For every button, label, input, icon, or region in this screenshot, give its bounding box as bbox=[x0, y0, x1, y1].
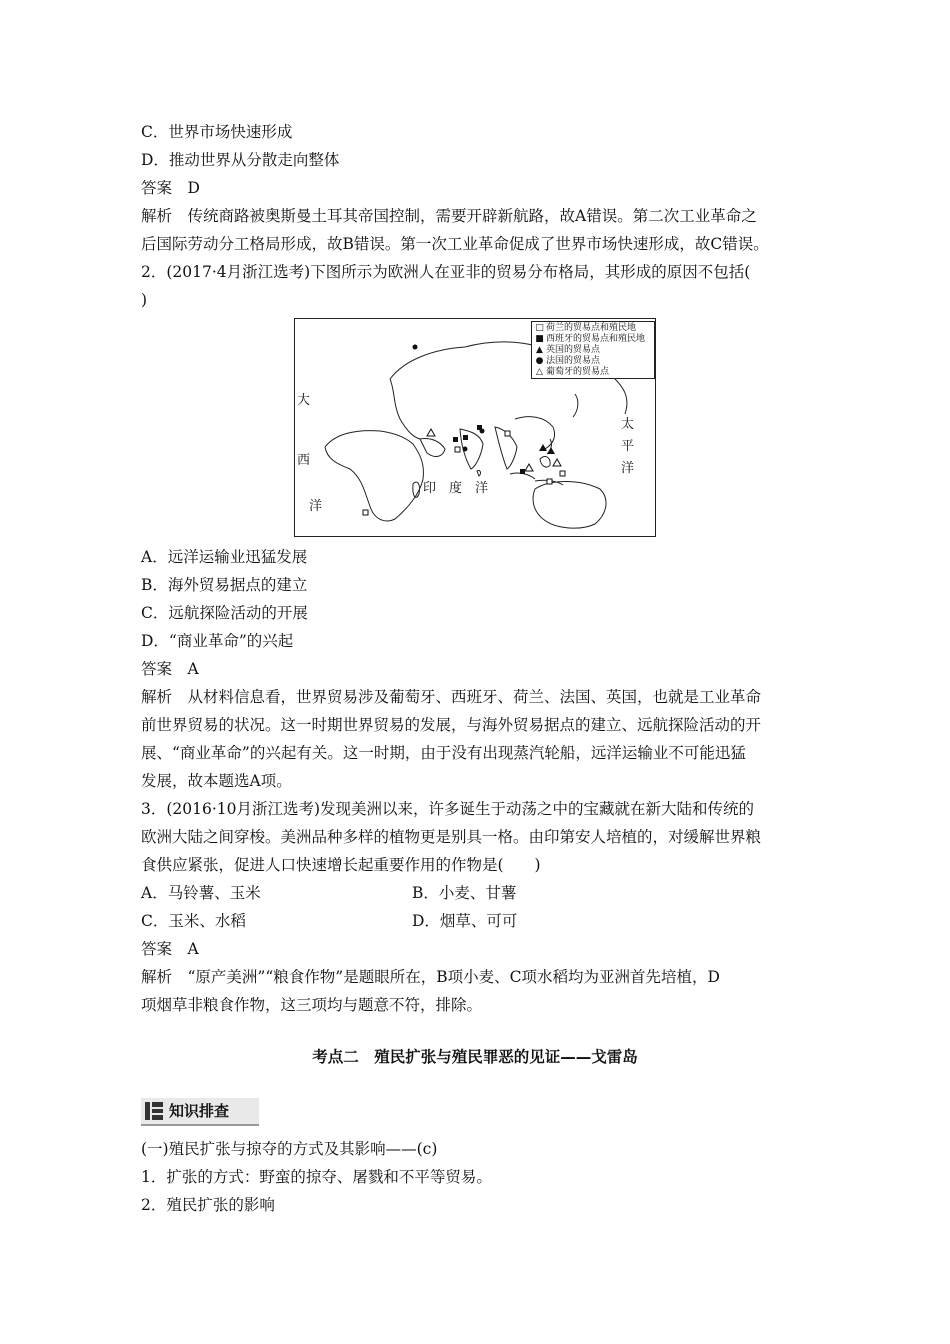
q3-analysis-line: 项烟草非粮食作物，这三项均与题意不符，排除。 bbox=[141, 996, 483, 1014]
french-point-marker bbox=[413, 345, 418, 350]
map-legend bbox=[531, 321, 655, 379]
q3-analysis-line: 解析 “原产美洲”“粮食作物”是题眼所在，B项小麦、C项水稻均为亚洲首先培植，D bbox=[141, 968, 720, 986]
dutch-point-marker bbox=[455, 447, 460, 452]
list-icon bbox=[145, 1102, 163, 1120]
map-label-pacific: 洋 bbox=[621, 461, 635, 476]
q3-option-d: D．烟草、可可 bbox=[412, 912, 518, 930]
map-label-indian-ocean: 印 度 洋 bbox=[423, 481, 489, 496]
legend-item bbox=[535, 367, 609, 378]
legend-item bbox=[535, 334, 645, 345]
dutch-point-marker bbox=[560, 471, 565, 476]
banner-label: 知识排查 bbox=[169, 1102, 230, 1120]
q2-analysis-line: 发展，故本题选A项。 bbox=[141, 772, 292, 790]
square-outline-icon: □ bbox=[535, 323, 544, 333]
legend-item bbox=[535, 356, 600, 367]
australia-outline bbox=[533, 482, 606, 529]
triangle-outline-icon: △ bbox=[536, 367, 543, 377]
legend-label: 法国的贸易点 bbox=[546, 356, 601, 366]
spanish-point-marker bbox=[463, 435, 468, 440]
french-point-marker bbox=[463, 447, 468, 452]
list-item: 1．扩张的方式：野蛮的掠夺、屠戮和不平等贸易。 bbox=[141, 1168, 492, 1186]
q2-stem-line: ) bbox=[141, 291, 148, 309]
q3-stem-line: 3．(2016·10月浙江选考)发现美洲以来，许多诞生于动荡之中的宝藏就在新大陆和传统的 bbox=[141, 800, 755, 818]
section-title: 考点二 殖民扩张与殖民罪恶的见证——戈雷岛 bbox=[312, 1048, 638, 1066]
q2-analysis-line: 前世界贸易的状况。这一时期世界贸易的发展，与海外贸易据点的建立、远航探险活动的开 bbox=[141, 716, 762, 734]
legend-label: 英国的贸易点 bbox=[546, 345, 601, 355]
square-filled-icon: ■ bbox=[535, 334, 544, 344]
q2-option-a: A．远洋运输业迅猛发展 bbox=[141, 548, 308, 566]
list-item: 2．殖民扩张的影响 bbox=[141, 1196, 275, 1214]
french-point-marker bbox=[480, 429, 485, 434]
q2-analysis-line: 展、“商业革命”的兴起有关。这一时期，由于没有出现蒸汽轮船，远洋运输业不可能迅猛 bbox=[141, 744, 746, 762]
dutch-point-marker bbox=[547, 479, 552, 484]
legend-label: 葡萄牙的贸易点 bbox=[546, 367, 610, 377]
triangle-filled-icon: ▲ bbox=[536, 345, 543, 355]
dot-filled-icon: ● bbox=[535, 356, 544, 366]
q1-option-c: C．世界市场快速形成 bbox=[141, 123, 293, 141]
british-point-marker bbox=[547, 447, 555, 454]
legend-label: 西班牙的贸易点和殖民地 bbox=[546, 334, 646, 344]
q1-option-d: D．推动世界从分散走向整体 bbox=[141, 151, 340, 169]
q2-stem-line: 2．(2017·4月浙江选考)下图所示为欧洲人在亚非的贸易分布格局，其形成的原因不包括( bbox=[141, 263, 751, 281]
q2-analysis-line: 解析 从材料信息看，世界贸易涉及葡萄牙、西班牙、荷兰、法国、英国，也就是工业革命 bbox=[141, 688, 762, 706]
portuguese-point-marker bbox=[427, 429, 435, 436]
map-label-pacific: 太 bbox=[621, 417, 635, 432]
trade-map-figure bbox=[294, 318, 656, 537]
portuguese-point-marker bbox=[553, 459, 561, 466]
q3-stem-line: 欧洲大陆之间穿梭。美洲品种多样的植物更是别具一格。由印第安人培植的，对缓解世界粮 bbox=[141, 828, 762, 846]
map-label-pacific: 平 bbox=[621, 439, 635, 454]
q2-option-d: D．“商业革命”的兴起 bbox=[141, 632, 294, 650]
map-label-atlantic: 洋 bbox=[309, 499, 323, 514]
knowledge-review-banner bbox=[141, 1098, 259, 1126]
q1-answer: 答案 D bbox=[141, 179, 200, 197]
q3-answer: 答案 A bbox=[141, 940, 199, 958]
q1-analysis-line: 后国际劳动分工格局形成，故B错误。第一次工业革命促成了世界市场快速形成，故C错误。 bbox=[141, 235, 769, 253]
british-point-marker bbox=[539, 444, 547, 451]
map-label-atlantic: 西 bbox=[297, 453, 311, 468]
dutch-point-marker bbox=[363, 510, 368, 515]
subsection-title: (一)殖民扩张与掠夺的方式及其影响——(c) bbox=[141, 1140, 438, 1158]
legend-item bbox=[535, 345, 600, 356]
legend-item bbox=[535, 323, 636, 334]
q2-option-c: C．远航探险活动的开展 bbox=[141, 604, 308, 622]
q2-option-b: B．海外贸易据点的建立 bbox=[141, 576, 308, 594]
q3-stem-line: 食供应紧张，促进人口快速增长起重要作用的作物是( ) bbox=[141, 856, 541, 874]
q3-option-a: A．马铃薯、玉米 bbox=[141, 884, 261, 902]
q3-option-c: C．玉米、水稻 bbox=[141, 912, 246, 930]
africa-outline bbox=[325, 431, 423, 521]
spanish-point-marker bbox=[453, 437, 458, 442]
q1-analysis-line: 解析 传统商路被奥斯曼土耳其帝国控制，需要开辟新航路，故A错误。第二次工业革命之 bbox=[141, 207, 757, 225]
dutch-point-marker bbox=[505, 431, 510, 436]
q2-answer: 答案 A bbox=[141, 660, 199, 678]
legend-label: 荷兰的贸易点和殖民地 bbox=[546, 323, 637, 333]
q3-option-b: B．小麦、甘薯 bbox=[412, 884, 517, 902]
portuguese-point-marker bbox=[525, 464, 533, 471]
map-label-atlantic: 大 bbox=[297, 393, 311, 408]
